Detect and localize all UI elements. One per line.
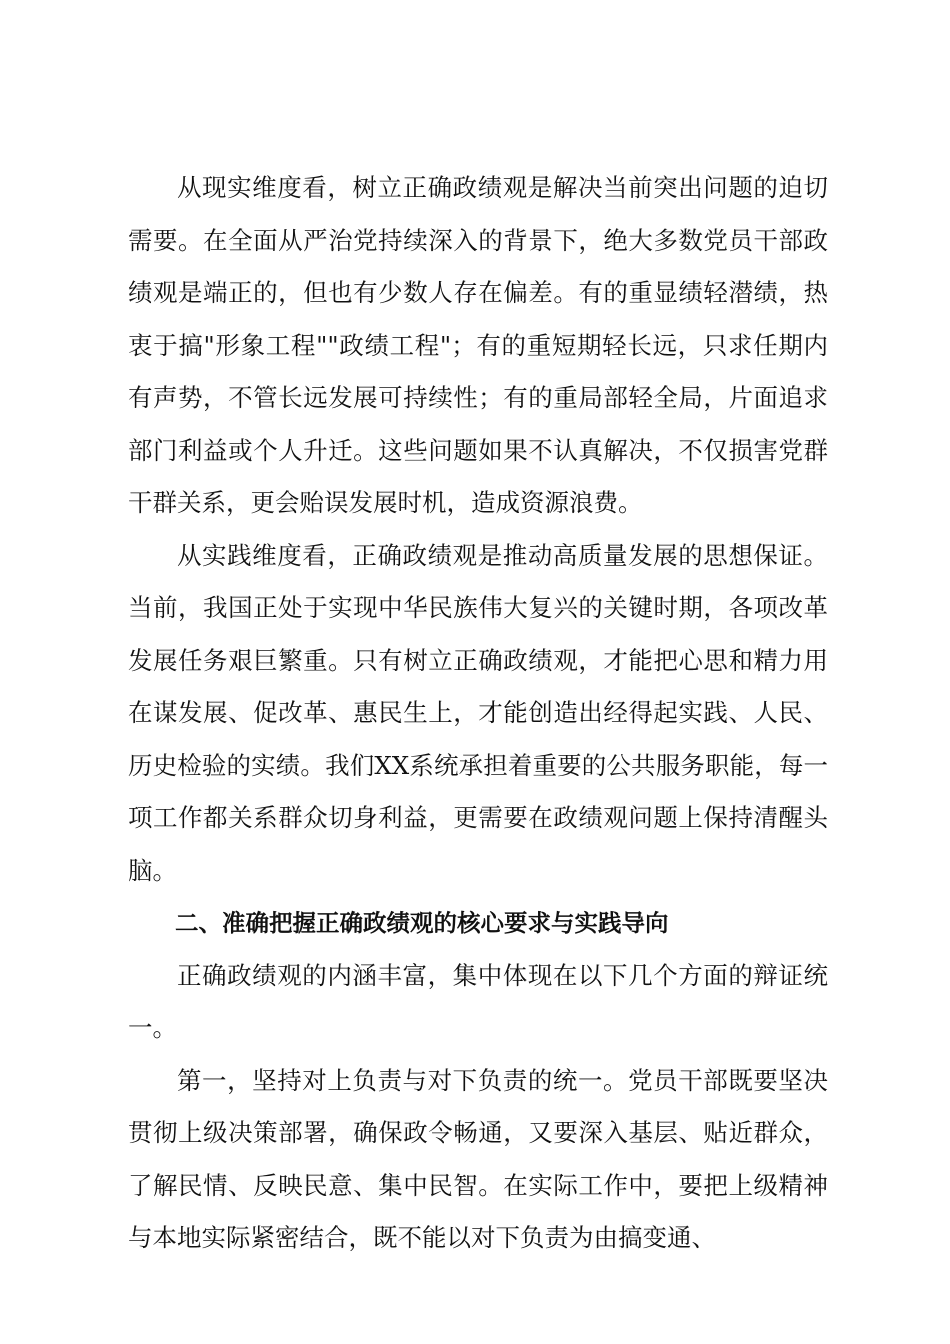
paragraph-practice-dimension: 从实践维度看，正确政绩观是推动高质量发展的思想保证。当前，我国正处于实现中华民族伟大复兴的关键时期，各项改革发展任务艰巨繁重。只有树立正确政绩观，才能把心思和精力用在谋发展、促改革、惠民生上，才能创造出经得起实践、人民、历史检验的实绩。我们XX系统承担着重要的公共服务职能，每一项工作都关系群众切身利益，更需要在政绩观问题上保持清醒头脑。 [128, 540, 828, 885]
paragraph-first-point: 第一，坚持对上负责与对下负责的统一。党员干部既要坚决贯彻上级决策部署，确保政令畅通，又要深入基层、贴近群众，了解民情、反映民意、集中民智。在实际工作中，要把上级精神与本地实际紧密结合，既不能以对下负责为由搞变通、 [128, 1065, 828, 1252]
document-page [128, 162, 828, 1265]
paragraph-reality-dimension: 从现实维度看，树立正确政绩观是解决当前突出问题的迫切需要。在全面从严治党持续深入的背景下，绝大多数党员干部政绩观是端正的，但也有少数人存在偏差。有的重显绩轻潜绩，热衷于搞"形象工程""政绩工程"；有的重短期轻长远，只求任期内有声势，不管长远发展可持续性；有的重局部轻全局，片面追求部门利益或个人升迁。这些问题如果不认真解决，不仅损害党群干群关系，更会贻误发展时机，造成资源浪费。 [128, 173, 828, 517]
section-heading: 二、准确把握正确政绩观的核心要求与实践导向 [175, 909, 669, 937]
paragraph-section-intro: 正确政绩观的内涵丰富，集中体现在以下几个方面的辩证统一。 [128, 960, 828, 1042]
